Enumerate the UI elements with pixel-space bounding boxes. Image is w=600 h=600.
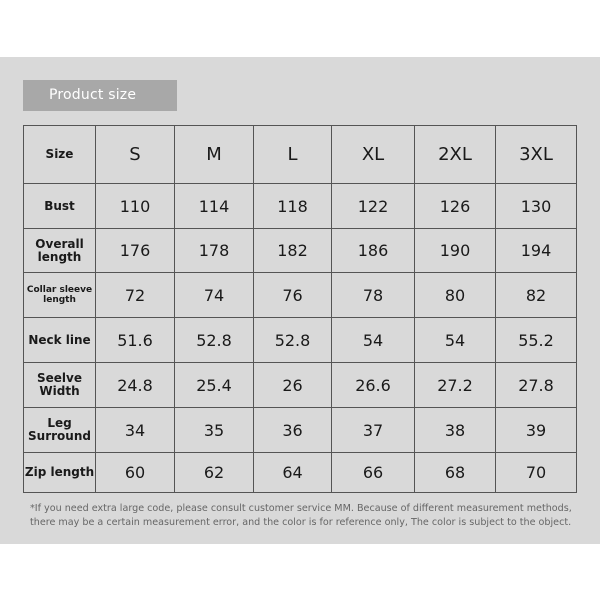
table-cell: 27.8 [496, 363, 577, 408]
table-header-row [24, 126, 577, 184]
size-column-xl: XL [332, 126, 415, 184]
table-cell: 54 [415, 318, 496, 363]
table-cell: 26 [254, 363, 332, 408]
table-cell: 70 [496, 453, 577, 493]
table-cell: 126 [415, 184, 496, 229]
row-label: Neck line [24, 318, 96, 363]
row-label: Leg Surround [24, 408, 96, 453]
size-table [23, 125, 577, 493]
table-cell: 52.8 [175, 318, 254, 363]
row-label: Overall length [24, 229, 96, 273]
table-cell: 68 [415, 453, 496, 493]
table-cell: 37 [332, 408, 415, 453]
table-cell: 55.2 [496, 318, 577, 363]
size-chart-panel [0, 57, 600, 544]
table-cell: 122 [332, 184, 415, 229]
table-cell: 74 [175, 273, 254, 318]
size-column-s: S [96, 126, 175, 184]
table-cell: 114 [175, 184, 254, 229]
table-cell: 66 [332, 453, 415, 493]
header-label: Size [24, 126, 96, 184]
row-label: Bust [24, 184, 96, 229]
disclaimer-note: *If you need extra large code, please consult customer service MM. Because of different measurement methods, there may be a certain measurement error, and the color is for reference only, The color is subject to the object. [30, 503, 572, 528]
table-cell: 118 [254, 184, 332, 229]
row-label: Seelve Width [24, 363, 96, 408]
table-cell: 34 [96, 408, 175, 453]
table-cell: 52.8 [254, 318, 332, 363]
row-label: Zip length [24, 453, 96, 493]
table-cell: 27.2 [415, 363, 496, 408]
table-cell: 38 [415, 408, 496, 453]
table-cell: 64 [254, 453, 332, 493]
table-cell: 186 [332, 229, 415, 273]
table-cell: 190 [415, 229, 496, 273]
table-cell: 82 [496, 273, 577, 318]
table-row [24, 318, 577, 363]
table-cell: 36 [254, 408, 332, 453]
table-cell: 80 [415, 273, 496, 318]
size-column-3xl: 3XL [496, 126, 577, 184]
table-cell: 51.6 [96, 318, 175, 363]
table-cell: 130 [496, 184, 577, 229]
table-row [24, 273, 577, 318]
table-cell: 60 [96, 453, 175, 493]
table-cell: 78 [332, 273, 415, 318]
table-cell: 25.4 [175, 363, 254, 408]
section-title: Product size [23, 80, 177, 111]
row-label: Collar sleeve length [24, 273, 96, 318]
table-cell: 35 [175, 408, 254, 453]
table-cell: 76 [254, 273, 332, 318]
table-row [24, 408, 577, 453]
table-row [24, 453, 577, 493]
size-column-m: M [175, 126, 254, 184]
table-cell: 194 [496, 229, 577, 273]
table-cell: 72 [96, 273, 175, 318]
table-cell: 110 [96, 184, 175, 229]
table-row [24, 363, 577, 408]
table-cell: 62 [175, 453, 254, 493]
size-column-2xl: 2XL [415, 126, 496, 184]
table-cell: 182 [254, 229, 332, 273]
table-cell: 24.8 [96, 363, 175, 408]
table-cell: 176 [96, 229, 175, 273]
table-cell: 54 [332, 318, 415, 363]
size-column-l: L [254, 126, 332, 184]
table-row [24, 184, 577, 229]
table-cell: 178 [175, 229, 254, 273]
table-cell: 39 [496, 408, 577, 453]
table-cell: 26.6 [332, 363, 415, 408]
table-row [24, 229, 577, 273]
